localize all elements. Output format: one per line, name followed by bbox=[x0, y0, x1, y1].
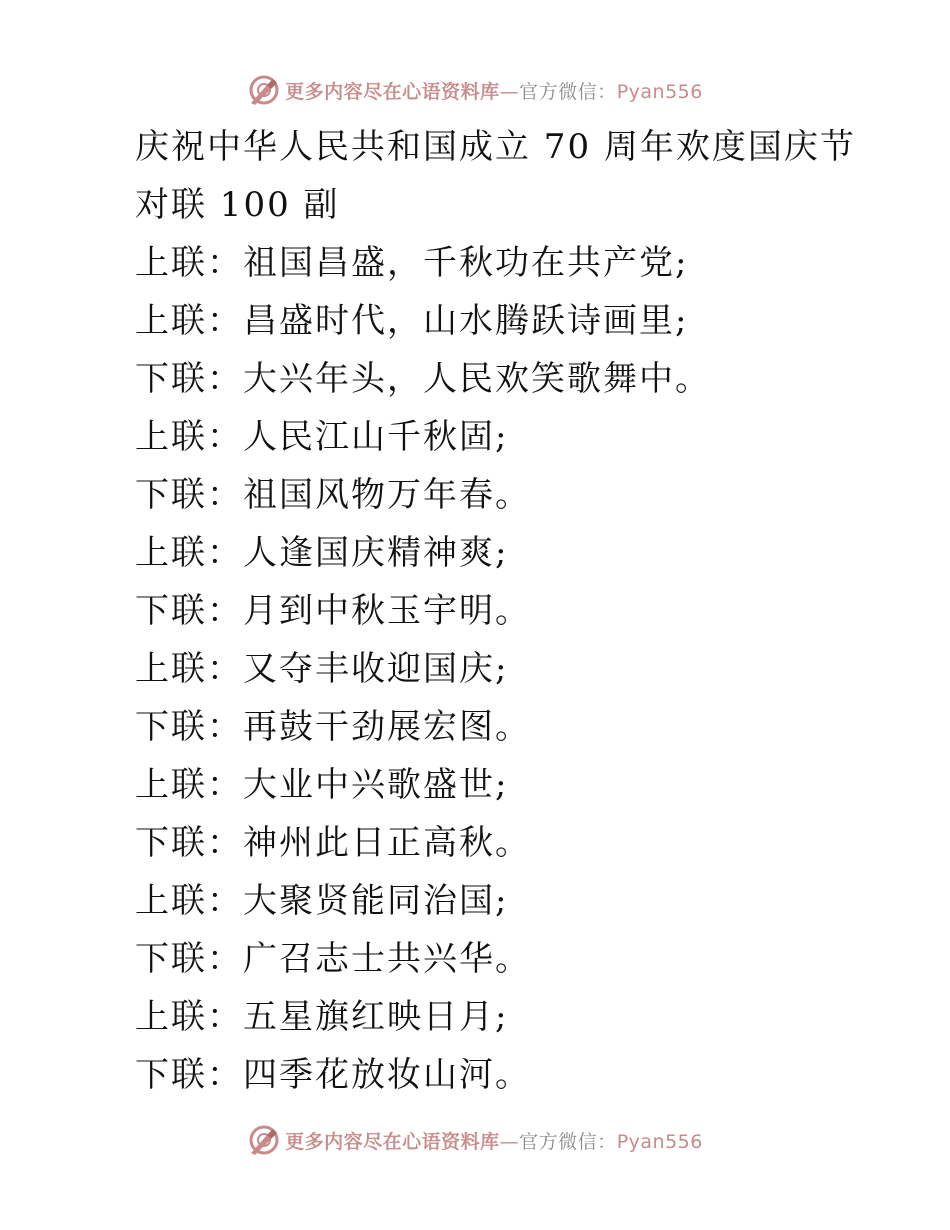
watermark-official-label: 官方微信： bbox=[519, 1130, 617, 1153]
watermark-separator: — bbox=[499, 1130, 520, 1153]
couplet-line: 上联：祖国昌盛，千秋功在共产党; bbox=[135, 243, 689, 283]
document-title-line-2: 对联 100 副 bbox=[135, 185, 340, 225]
watermark-official-label: 官方微信： bbox=[519, 80, 617, 103]
watermark-separator: — bbox=[499, 80, 520, 103]
pen-logo-icon bbox=[247, 1123, 281, 1157]
watermark-main-text: 更多内容尽在心语资料库 bbox=[285, 1130, 500, 1153]
couplet-line: 下联：祖国风物万年春。 bbox=[135, 475, 531, 515]
couplet-line: 上联：又夺丰收迎国庆; bbox=[135, 649, 509, 689]
watermark-main-text: 更多内容尽在心语资料库 bbox=[285, 80, 500, 103]
document-title-line-1: 庆祝中华人民共和国成立 70 周年欢度国庆节 bbox=[135, 127, 856, 167]
watermark-account-id: Pyan556 bbox=[616, 1130, 703, 1153]
couplet-line: 上联：昌盛时代，山水腾跃诗画里; bbox=[135, 301, 689, 341]
couplet-line: 上联：人民江山千秋固; bbox=[135, 417, 509, 457]
couplet-line: 上联：人逢国庆精神爽; bbox=[135, 533, 509, 573]
couplet-line: 下联：大兴年头，人民欢笑歌舞中。 bbox=[135, 359, 711, 399]
couplet-line: 上联：大业中兴歌盛世; bbox=[135, 765, 509, 805]
watermark-text bbox=[285, 77, 703, 104]
couplet-line: 下联：神州此日正高秋。 bbox=[135, 823, 531, 863]
footer-watermark bbox=[0, 1120, 950, 1160]
couplet-line: 下联：再鼓干劲展宏图。 bbox=[135, 707, 531, 747]
couplet-line: 下联：月到中秋玉宇明。 bbox=[135, 591, 531, 631]
header-watermark bbox=[0, 70, 950, 110]
watermark-account-id: Pyan556 bbox=[616, 80, 703, 103]
couplet-line: 上联：大聚贤能同治国; bbox=[135, 881, 509, 921]
document-body bbox=[135, 118, 856, 1104]
watermark-text bbox=[285, 1127, 703, 1154]
couplet-line: 下联：四季花放妆山河。 bbox=[135, 1055, 531, 1095]
couplet-line: 上联：五星旗红映日月; bbox=[135, 997, 509, 1037]
couplet-line: 下联：广召志士共兴华。 bbox=[135, 939, 531, 979]
pen-logo-icon bbox=[247, 73, 281, 107]
